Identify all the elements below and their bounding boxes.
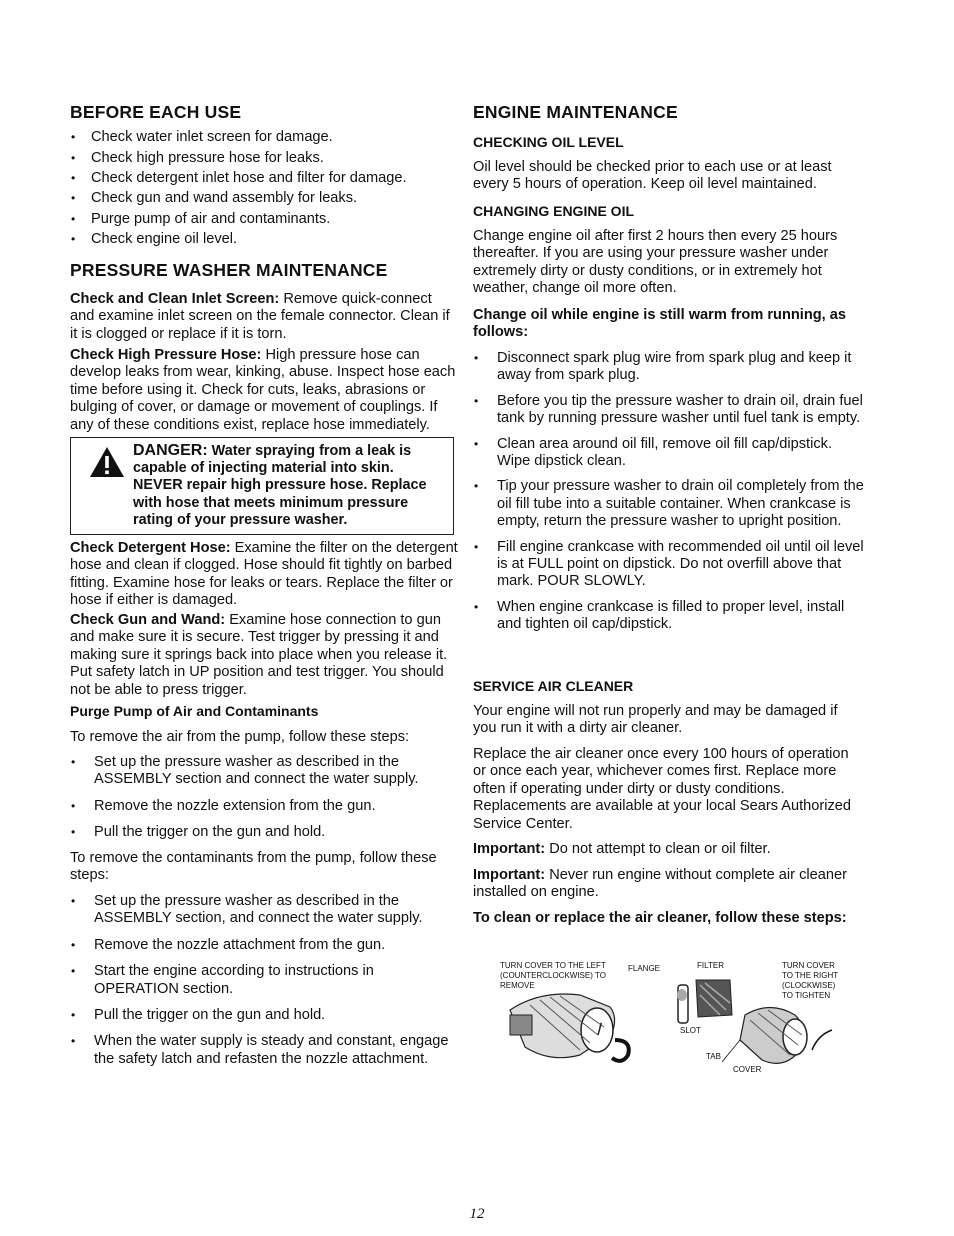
slot-label: SLOT — [680, 1026, 701, 1035]
contaminant-removal-steps — [70, 893, 458, 1077]
list-item: • Remove the nozzle extension from the gun. — [70, 798, 458, 815]
list-item: • Disconnect spark plug wire from spark plug and keep it away from spark plug. — [473, 350, 865, 385]
air-cleaner-text-2: Replace the air cleaner once every 100 hours of operation or once each year, whichever comes first. Replace more often if operating under dirty or dusty conditions. Replacements are available at your local Sears Authorized Service Center. — [473, 746, 852, 832]
list-item: • Clean area around oil fill, remove oil fill cap/dipstick. Wipe dipstick clean. — [473, 436, 865, 471]
list-item: • When the water supply is steady and constant, engage the safety latch and refasten the nozzle attachment. — [70, 1033, 458, 1068]
detergent-hose-paragraph — [70, 540, 458, 610]
inlet-screen-paragraph — [70, 291, 458, 343]
important-note-1 — [473, 841, 865, 858]
change-oil-text: Change engine oil after first 2 hours then every 25 hours thereafter. If you are using your pressure washer under extremely dirty or dusty conditions, or in extremely hot weather, change oil more often. — [473, 228, 838, 297]
checking-oil-level-heading: CHECKING OIL LEVEL — [473, 134, 624, 150]
important-text-1: Do not attempt to clean or oil filter. — [549, 841, 771, 857]
list-item: • Set up the pressure washer as described in the ASSEMBLY section, and connect the water supply. — [70, 893, 458, 928]
list-item: • Pull the trigger on the gun and hold. — [70, 824, 458, 841]
list-item: • Tip your pressure washer to drain oil completely from the oil fill tube into a suitable container. When crankcase is empty, return the pressure washer to upright position. — [473, 478, 865, 530]
high-pressure-hose-text: High pressure hose can develop leaks from wear, kinking, abuse. Inspect hose each time before using it. Check for cuts, leaks, abrasions or bulging of cover, or damage or movement of couplings. If any of these conditions exist, replace hose immediately. — [70, 347, 456, 433]
turn-right-label-2: TO THE RIGHT — [782, 971, 839, 980]
list-item: • Before you tip the pressure washer to drain oil, drain fuel tank by running pressure washer until fuel tank is empty. — [473, 393, 865, 428]
filter-label: FILTER — [697, 961, 724, 970]
engine-maintenance-heading: ENGINE MAINTENANCE — [473, 102, 678, 122]
air-cleaner-diagram — [500, 955, 846, 1080]
gun-wand-lead: Check Gun and Wand: — [70, 612, 226, 628]
gun-wand-text: Examine hose connection to gun and make sure it is secure. Test trigger by pressing it and making sure it springs back into place when you release it. Put safety latch in UP position and test trigger. You should not be able to press trigger. — [70, 612, 448, 698]
list-item: • Check engine oil level. — [70, 229, 458, 249]
before-each-use-heading: BEFORE EACH USE — [70, 102, 242, 122]
important-text-2: Never run engine without complete air cleaner installed on engine. — [473, 867, 847, 901]
turn-left-label-3: REMOVE — [500, 981, 535, 990]
list-item: • Check water inlet screen for damage. — [70, 127, 458, 147]
turn-right-label-3: (CLOCKWISE) — [782, 981, 836, 990]
list-item: • When engine crankcase is filled to proper level, install and tighten oil cap/dipstick. — [473, 599, 865, 634]
page-number: 12 — [469, 1206, 485, 1222]
cover-label: COVER — [733, 1065, 762, 1074]
danger-word: DANGER: — [133, 442, 208, 459]
tab-label: TAB — [706, 1052, 721, 1061]
before-each-use-list — [70, 127, 458, 249]
changing-engine-oil-heading: CHANGING ENGINE OIL — [473, 203, 635, 219]
left-cover-illustration — [510, 994, 629, 1061]
oil-level-text: Oil level should be checked prior to each use or at least every 5 hours of operation. Keep oil level maintained. — [473, 159, 832, 193]
important-note-2 — [473, 867, 865, 902]
before-each-use-section — [70, 104, 458, 249]
clean-replace-steps-heading: To clean or replace the air cleaner, follow these steps: — [473, 910, 847, 926]
danger-text: Water spraying from a leak is capable of injecting material into skin. NEVER repair high pressure hose. Replace with hose that meets minimum pressure rating of your pressure washer. — [133, 443, 427, 528]
turn-right-label-1: TURN COVER — [782, 961, 835, 970]
flange-label: FLANGE — [628, 964, 661, 973]
turn-left-label-1: TURN COVER TO THE LEFT — [500, 961, 606, 970]
list-item: • Fill engine crankcase with recommended oil until oil level is at FULL point on dipstick. Do not overfill above that mark. POUR SLOWLY. — [473, 539, 865, 591]
air-cleaner-text-1: Your engine will not run properly and may be damaged if you run it with a dirty air cleaner. — [473, 703, 838, 737]
service-air-cleaner-heading: SERVICE AIR CLEANER — [473, 678, 634, 694]
list-item: • Check high pressure hose for leaks. — [70, 148, 458, 168]
list-item: • Start the engine according to instructions in OPERATION section. — [70, 963, 458, 998]
list-item: • Pull the trigger on the gun and hold. — [70, 1007, 458, 1024]
list-item: • Check gun and wand assembly for leaks. — [70, 188, 458, 208]
list-item: • Set up the pressure washer as described in the ASSEMBLY section and connect the water supply. — [70, 754, 458, 789]
turn-left-label-2: (COUNTERCLOCKWISE) TO — [500, 971, 606, 980]
inlet-screen-text: Remove quick-connect and examine inlet screen on the female connector. Clean if it is clogged or replace if it is torn. — [70, 291, 450, 342]
warning-triangle-icon — [89, 446, 125, 478]
important-lead: Important: — [473, 867, 546, 883]
contaminant-removal-intro: To remove the contaminants from the pump, follow these steps: — [70, 850, 437, 884]
detergent-hose-text: Examine the filter on the detergent hose and clean if clogged. Hose should fit tightly on barbed fitting. Examine hose for leaks or tears. Replace the filter or hose if either is damaged. — [70, 540, 458, 609]
purge-pump-heading: Purge Pump of Air and Contaminants — [70, 703, 319, 719]
turn-right-label-4: TO TIGHTEN — [782, 991, 831, 1000]
pressure-washer-maintenance-heading: PRESSURE WASHER MAINTENANCE — [70, 260, 388, 280]
warm-engine-note: Change oil while engine is still warm from running, as follows: — [473, 307, 847, 341]
gun-wand-paragraph — [70, 612, 458, 699]
danger-box — [70, 437, 454, 535]
air-removal-steps — [70, 754, 458, 851]
high-pressure-hose-lead: Check High Pressure Hose: — [70, 347, 262, 363]
inlet-screen-lead: Check and Clean Inlet Screen: — [70, 291, 280, 307]
list-item: • Check detergent inlet hose and filter for damage. — [70, 168, 458, 188]
oil-change-steps — [473, 350, 865, 642]
high-pressure-hose-paragraph — [70, 347, 458, 434]
air-removal-intro: To remove the air from the pump, follow these steps: — [70, 729, 410, 745]
list-item: • Purge pump of air and contaminants. — [70, 209, 458, 229]
detergent-hose-lead: Check Detergent Hose: — [70, 540, 231, 556]
important-lead: Important: — [473, 841, 546, 857]
list-item: • Remove the nozzle attachment from the gun. — [70, 937, 458, 954]
